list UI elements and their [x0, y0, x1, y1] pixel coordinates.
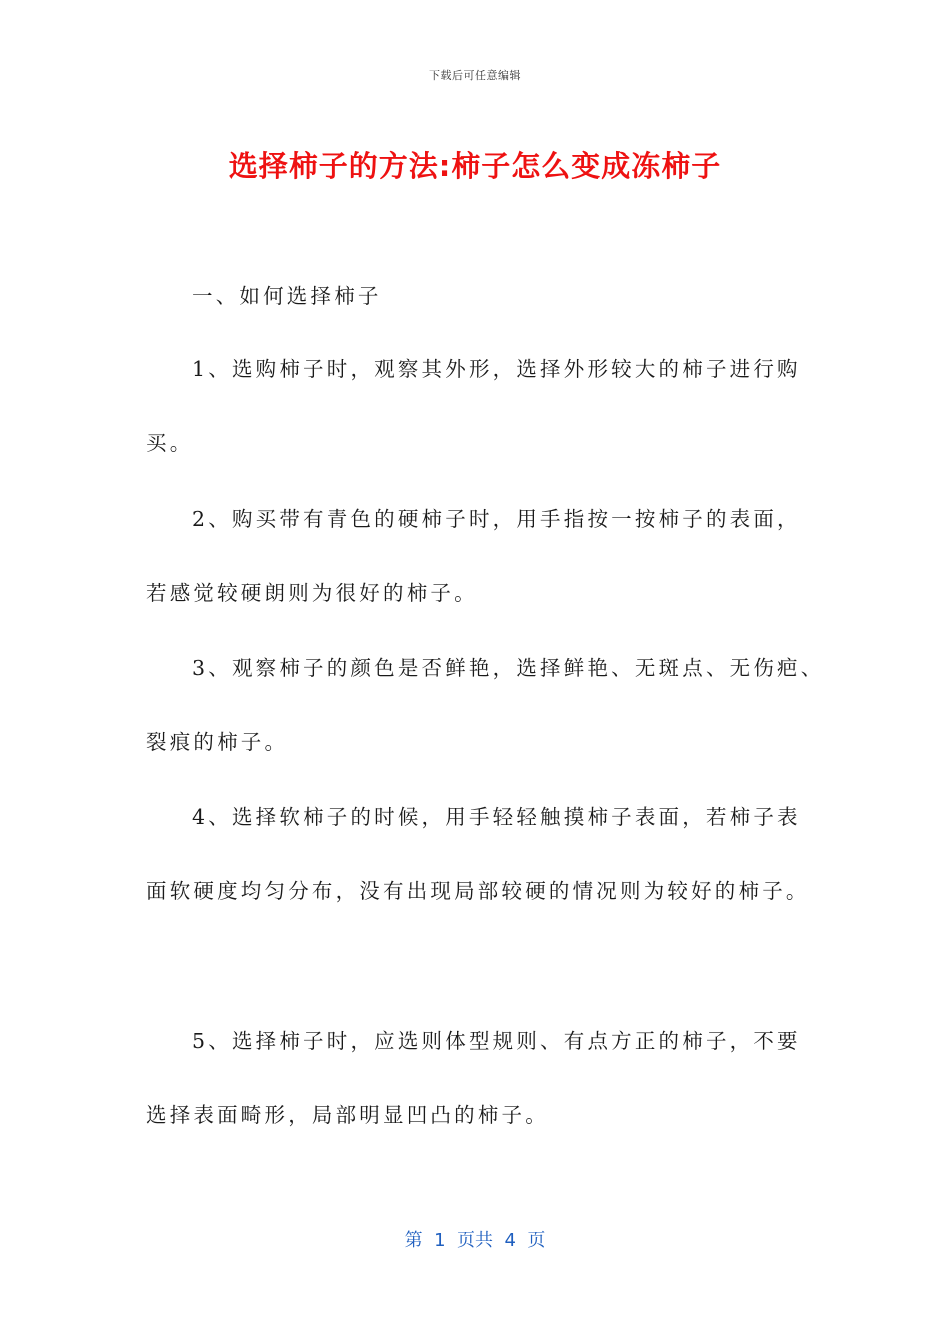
paragraph-4 [146, 780, 816, 928]
section-heading-text: 一、如何选择柿子 [192, 284, 382, 308]
paragraph-line: 3、观察柿子的颜色是否鲜艳，选择鲜艳、无斑点、无伤疤、 [192, 656, 825, 680]
paragraph-2 [146, 482, 816, 630]
paragraph-line: 1、选购柿子时，观察其外形，选择外形较大的柿子进行购 [192, 357, 801, 381]
paragraph-3 [146, 631, 825, 779]
paragraph-line: 2、购买带有青色的硬柿子时，用手指按一按柿子的表面， [192, 507, 801, 531]
paragraph-line: 5、选择柿子时，应选则体型规则、有点方正的柿子，不要 [192, 1029, 801, 1053]
paragraph-line: 选择表面畸形，局部明显凹凸的柿子。 [146, 1103, 549, 1127]
header-note: 下载后可任意编辑 [429, 69, 521, 82]
paragraph-line: 4、选择软柿子的时候，用手轻轻触摸柿子表面，若柿子表 [192, 805, 801, 829]
paragraph-line: 若感觉较硬朗则为很好的柿子。 [146, 581, 478, 605]
page-footer: 第 1 页共 4 页 [404, 1230, 546, 1251]
paragraph-line: 面软硬度均匀分布，没有出现局部较硬的情况则为较好的柿子。 [146, 879, 810, 903]
paragraph-5 [146, 1004, 816, 1152]
paragraph-1 [146, 332, 816, 480]
paragraph-line: 买。 [146, 431, 194, 455]
section-heading [146, 259, 816, 333]
document-title: 选择柿子的方法:柿子怎么变成冻柿子 [228, 149, 722, 183]
paragraph-line: 裂痕的柿子。 [146, 730, 289, 754]
